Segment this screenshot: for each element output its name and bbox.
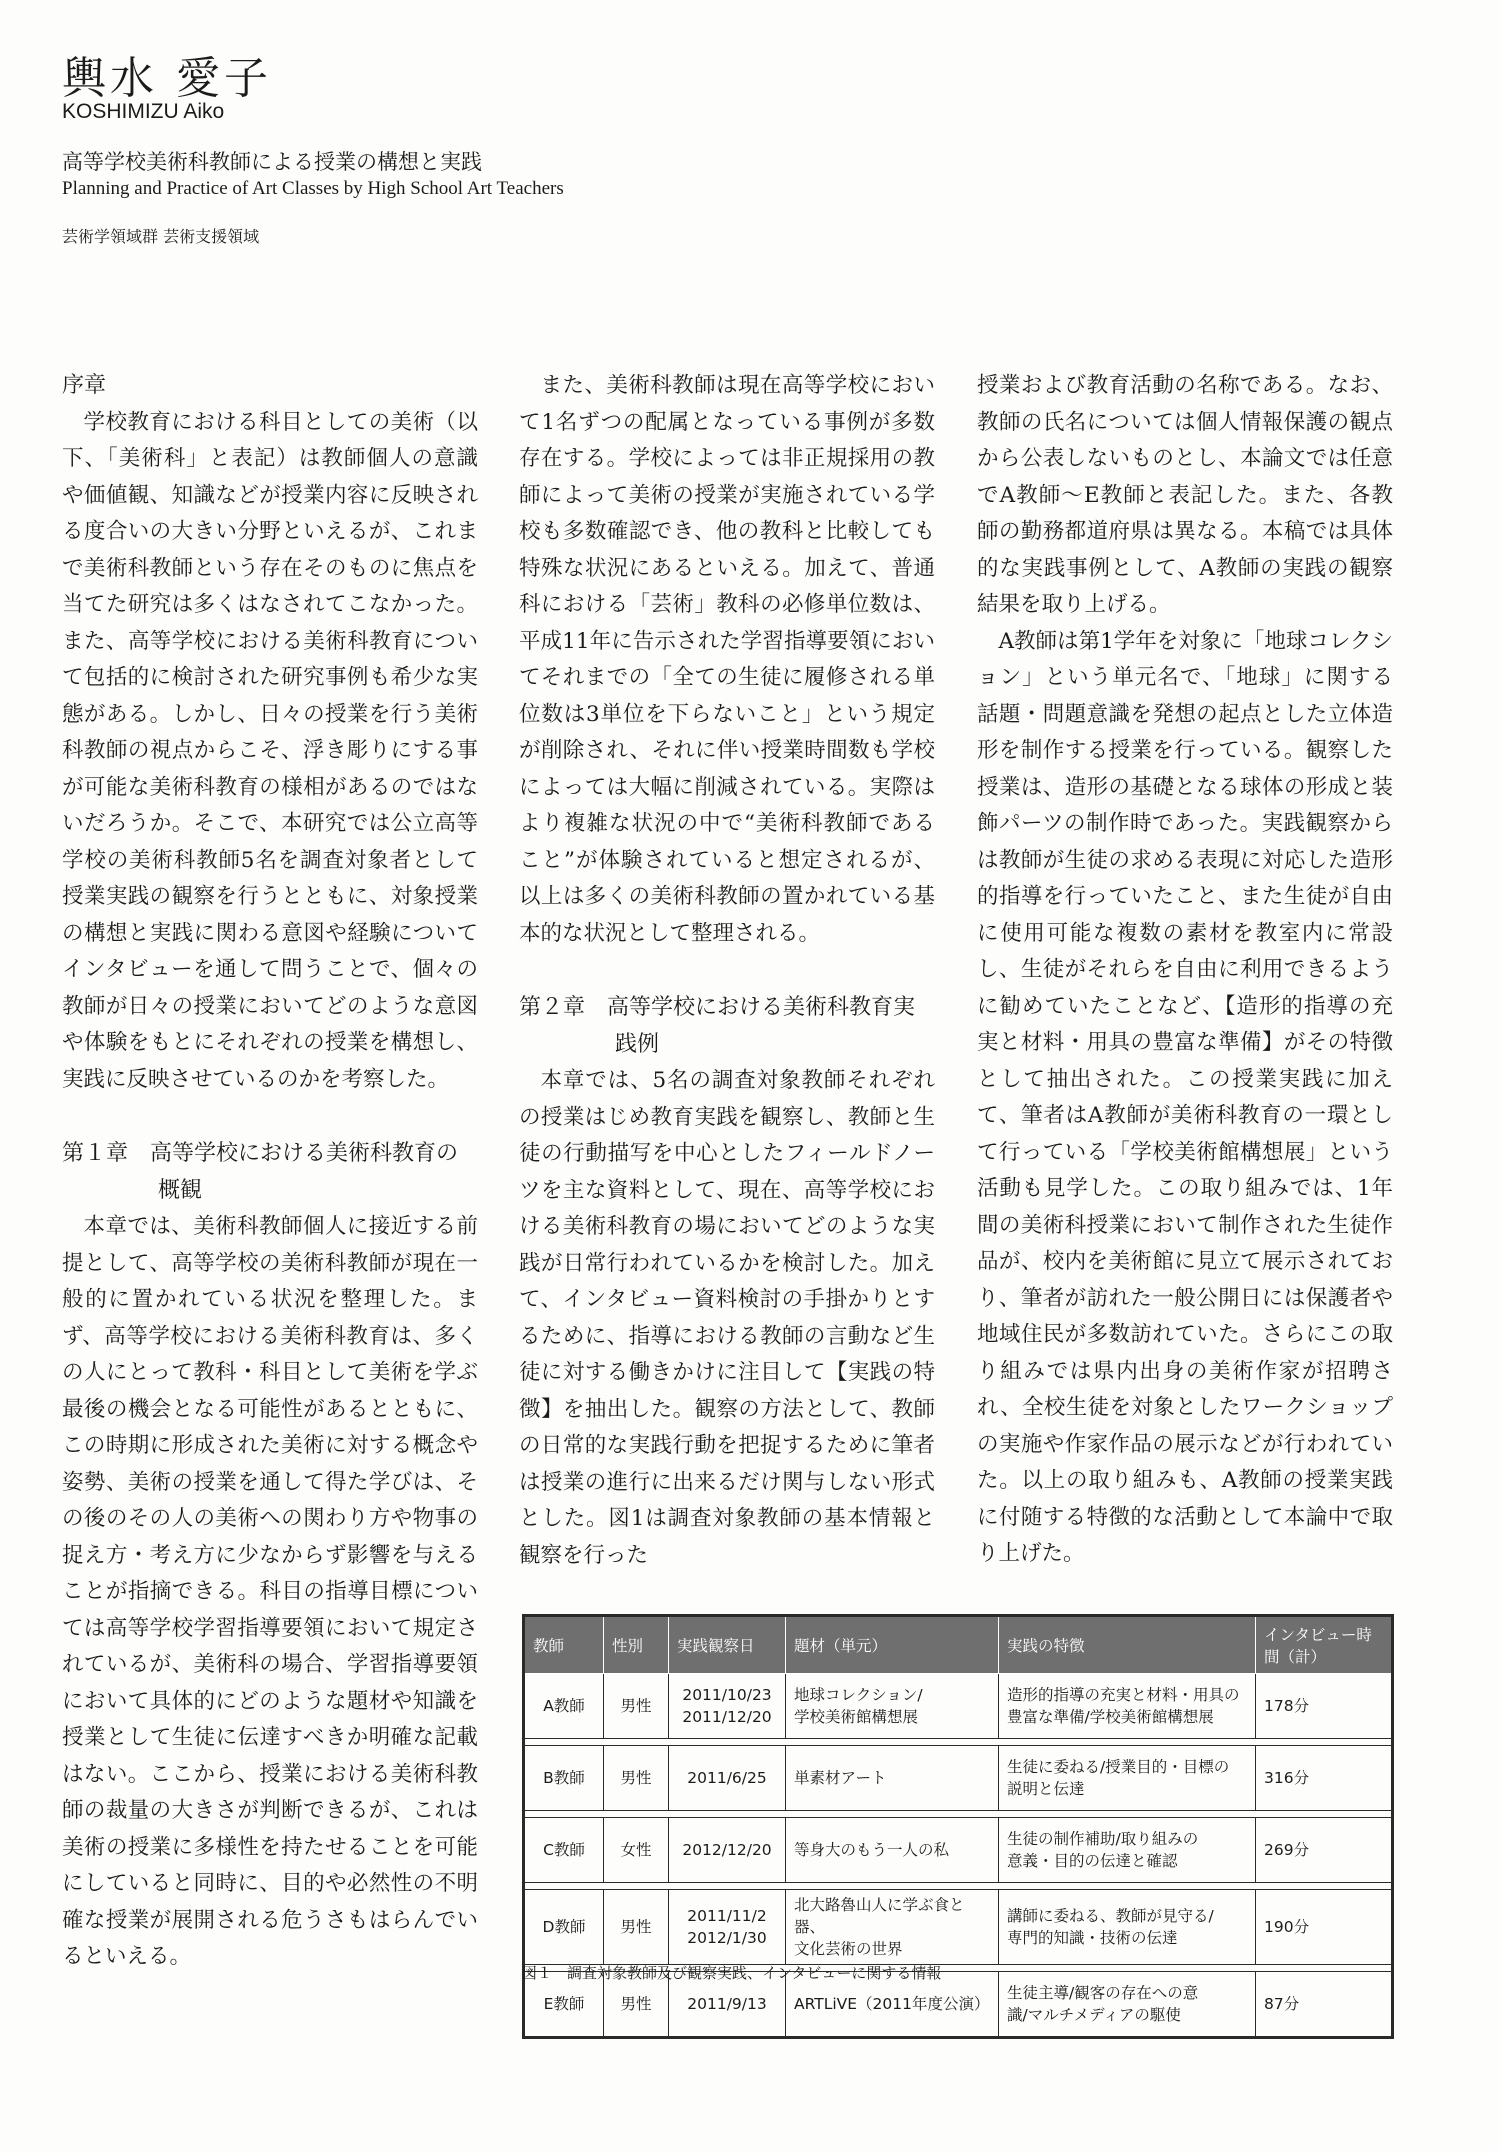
text-column-2	[519, 368, 935, 1574]
dates-cell: 2011/11/2 2012/1/30	[669, 1890, 786, 1965]
subject-cell: 等身大のもう一人の私	[786, 1818, 999, 1883]
row-spacer	[524, 1883, 1393, 1890]
paper-title-en: Planning and Practice of Art Classes by High School Art Teachers	[62, 178, 564, 199]
paragraph: 授業および教育活動の名称である。なお、教師の氏名については個人情報保護の観点から公表しないものとし、本論文では任意でA教師～E教師と表記した。また、各教師の勤務都道府県は異なる。本稿では具体的な実践事例として、A教師の実践の観察結果を取り上げる。	[977, 373, 1393, 617]
header-interview-time: インタビュー時間（計）	[1256, 1616, 1393, 1674]
paper-title-ja: 高等学校美術科教師による授業の構想と実践	[62, 150, 482, 174]
teacher-cell: C教師	[524, 1818, 604, 1883]
paragraph: また、美術科教師は現在高等学校において1名ずつの配属となっている事例が多数存在する。学校によっては非正規採用の教師によって美術の授業が実施されている学校も多数確認でき、他の教科と比較しても特殊な状況にあるといえる。加えて、普通科における「芸術」教科の必修単位数は、平成11年に告示された学習指導要領においてそれまでの「全ての生徒に履修される単位数は3単位を下らないこと」という規定が削除され、それに伴い授業時間数も学校によっては大幅に削減されている。実際はより複雑な状況の中で“美術科教師であること”が体験されていると想定されるが、以上は多くの美術科教師の置かれている基本的な状況として整理される。	[519, 373, 935, 946]
header-subject: 題材（単元）	[786, 1616, 999, 1674]
interview-time-cell: 178分	[1256, 1674, 1393, 1739]
subject-cell: 地球コレクション/ 学校美術館構想展	[786, 1674, 999, 1739]
subject-cell: 単素材アート	[786, 1746, 999, 1811]
features-cell: 造形的指導の充実と材料・用具の 豊富な準備/学校美術館構想展	[999, 1674, 1256, 1739]
dates-cell: 2012/12/20	[669, 1818, 786, 1883]
chapter-title: 高等学校における美術科教育の	[150, 1141, 459, 1166]
text-column-1	[62, 368, 478, 1976]
interview-time-cell: 190分	[1256, 1890, 1393, 1965]
dates-cell: 2011/6/25	[669, 1746, 786, 1811]
affiliation: 芸術学領域群 芸術支援領域	[62, 227, 260, 246]
gender-cell: 男性	[604, 1746, 669, 1811]
section-heading-chapter-2	[519, 990, 935, 1063]
paragraph: 学校教育における科目としての美術（以下、「美術科」と表記）は教師個人の意識や価値観、知識などが授業内容に反映される度合いの大きい分野といえるが、これまで美術科教師という存在そのものに焦点を当てた研究は多くはなされてこなかった。また、高等学校における美術科教育について包括的に検討された研究事例も希少な実態がある。しかし、日々の授業を行う美術科教師の視点からこそ、浮き彫りにする事が可能な美術科教育の様相があるのではないだろうか。そこで、本研究では公立高等学校の美術科教師5名を調査対象者として授業実践の観察を行うとともに、対象授業の構想と実践に関わる意図や経験についてインタビューを通して問うことで、個々の教師が日々の授業においてどのような意図や体験をもとにそれぞれの授業を構想し、実践に反映させているのかを考察した。	[62, 409, 478, 1092]
paragraph: A教師は第1学年を対象に「地球コレクション」という単元名で、「地球」に関する話題・問題意識を発想の起点とした立体造形を制作する授業を行っている。観察した授業は、造形の基礎となる球体の形成と装飾パーツの制作時であった。実践観察からは教師が生徒の求める表現に対応した造形的指導を行っていたこと、また生徒が自由に使用可能な複数の素材を教室内に常設し、生徒がそれらを自由に利用できるように勧めていたことなど、【造形的指導の充実と材料・用具の豊富な準備】がその特徴として抽出された。この授業実践に加えて、筆者はA教師が美術科教育の一環として行っている「学校美術館構想展」という活動も見学した。この取り組みでは、1年間の美術科授業において制作された生徒作品が、校内を美術館に見立て展示されており、筆者が訪れた一般公開日には保護者や地域住民が多数訪れていた。さらにこの取り組みでは県内出身の美術作家が招聘され、全校生徒を対象としたワークショップの実施や作家作品の展示などが行われていた。以上の取り組みも、A教師の授業実践に付随する特徴的な活動として本論中で取り上げた。	[977, 628, 1393, 1566]
row-spacer	[524, 1739, 1393, 1746]
header-dates: 実践観察日	[669, 1616, 786, 1674]
figure-caption: 図１ 調査対象教師及び観察実践、インタビューに関する情報	[522, 1964, 942, 1982]
teacher-cell: D教師	[524, 1890, 604, 1965]
features-cell: 生徒主導/観客の存在への意 識/マルチメディアの駆使	[999, 1972, 1256, 2038]
gender-cell: 男性	[604, 1674, 669, 1739]
header-features: 実践の特徴	[999, 1616, 1256, 1674]
chapter-number: 第１章	[62, 1141, 129, 1166]
table-header-row	[524, 1616, 1393, 1674]
header-gender: 性別	[604, 1616, 669, 1674]
features-cell: 生徒の制作補助/取り組みの 意義・目的の伝達と確認	[999, 1818, 1256, 1883]
gender-cell: 男性	[604, 1890, 669, 1965]
chapter-title: 高等学校における美術科教育実	[607, 995, 916, 1020]
interview-time-cell: 269分	[1256, 1818, 1393, 1883]
gender-cell: 女性	[604, 1818, 669, 1883]
teacher-cell: A教師	[524, 1674, 604, 1739]
row-spacer-cell	[524, 1739, 1393, 1746]
row-spacer	[524, 1811, 1393, 1818]
features-cell: 生徒に委ねる/授業目的・目標の 説明と伝達	[999, 1746, 1256, 1811]
row-spacer-cell	[524, 1883, 1393, 1890]
paragraph: 本章では、美術科教師個人に接近する前提として、高等学校の美術科教師が現在一般的に置かれている状況を整理した。まず、高等学校における美術科教育は、多くの人にとって教科・科目として美術を学ぶ最後の機会となる可能性があるとともに、この時期に形成された美術に対する概念や姿勢、美術の授業を通して得た学びは、その後のその人の美術への関わり方や物事の捉え方・考え方に少なからず影響を与えることが指摘できる。科目の指導目標については高等学校学習指導要領において規定されているが、美術科の場合、学習指導要領において具体的にどのような題材や知識を授業として生徒に伝達すべきか明確な記載はない。ここから、授業における美術科教師の裁量の大きさが判断できるが、これは美術の授業に多様性を持たせることを可能にしていると同時に、目的や必然性の不明確な授業が展開される危うさもはらんでいるといえる。	[62, 1214, 478, 1969]
text-column-3	[977, 368, 1393, 1573]
header-teacher: 教師	[524, 1616, 604, 1674]
teacher-cell: B教師	[524, 1746, 604, 1811]
row-spacer-cell	[524, 1811, 1393, 1818]
chapter-title-cont: 践例	[615, 1031, 660, 1057]
paragraph: 本章では、5名の調査対象教師それぞれの授業はじめ教育実践を観察し、教師と生徒の行動描写を中心としたフィールドノーツを主な資料として、現在、高等学校における美術科教育の場においてどのような実践が日常行われているかを検討した。加えて、インタビュー資料検討の手掛かりとするために、指導における教師の言動など生徒に対する働きかけに注目して【実践の特徴】を抽出した。観察の方法として、教師の日常的な実践行動を把捉するために筆者は授業の進行に出来るだけ関与しない形式とした。図1は調査対象教師の基本情報と観察を行った	[519, 1068, 935, 1568]
table-row	[524, 1746, 1393, 1811]
dates-cell: 2011/9/13	[669, 1972, 786, 2038]
dates-cell: 2011/10/23 2011/12/20	[669, 1674, 786, 1739]
features-cell: 講師に委ねる、教師が見守る/ 専門的知識・技術の伝達	[999, 1890, 1256, 1965]
interview-time-cell: 316分	[1256, 1746, 1393, 1811]
section-heading-intro: 序章	[62, 373, 107, 398]
teacher-cell: E教師	[524, 1972, 604, 2038]
chapter-title-cont: 概観	[158, 1177, 203, 1203]
interview-time-cell: 87分	[1256, 1972, 1393, 2038]
table-row	[524, 1890, 1393, 1965]
subject-cell: 北大路魯山人に学ぶ食と器、 文化芸術の世界	[786, 1890, 999, 1965]
section-heading-chapter-1	[62, 1136, 478, 1209]
subject-cell: ARTLiVE（2011年度公演）	[786, 1972, 999, 2038]
author-name-en: KOSHIMIZU Aiko	[62, 100, 225, 123]
author-name-ja: 輿水 愛子	[62, 53, 272, 104]
chapter-number: 第２章	[519, 995, 586, 1020]
table-row	[524, 1674, 1393, 1739]
gender-cell: 男性	[604, 1972, 669, 2038]
table-row	[524, 1818, 1393, 1883]
